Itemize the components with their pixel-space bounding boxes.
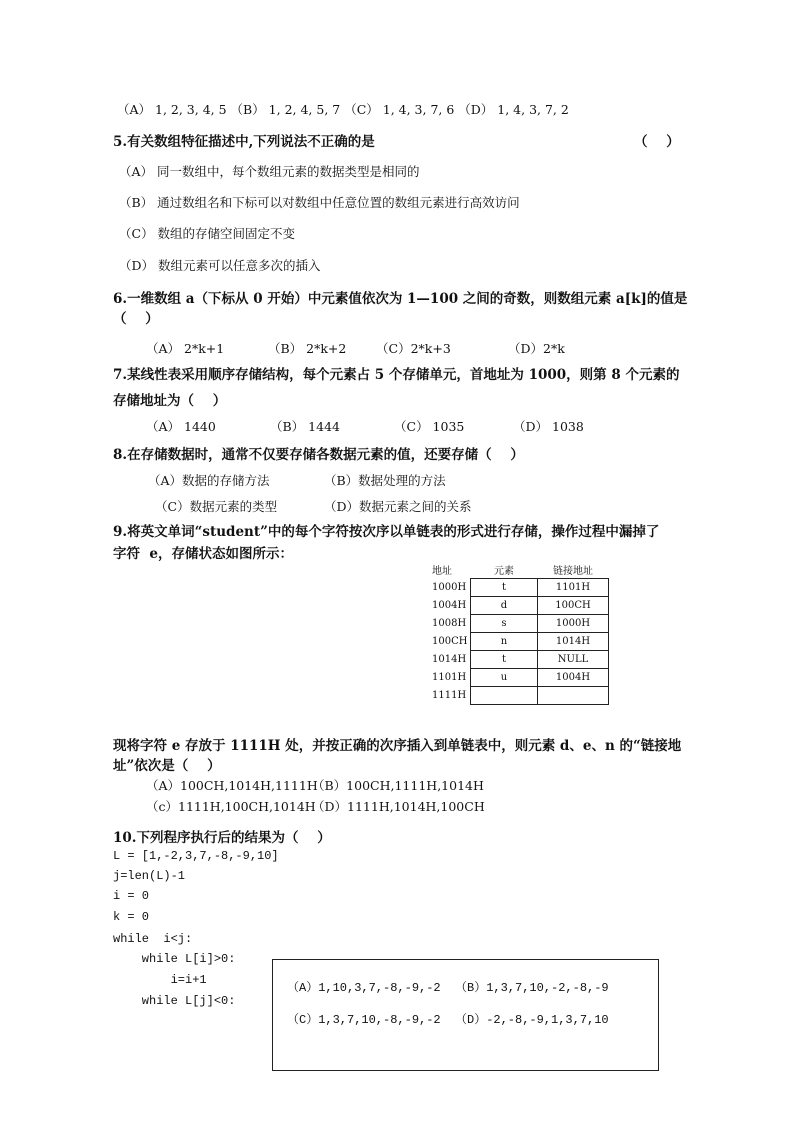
q8-option-b: （B）数据处理的方法	[324, 473, 446, 488]
row-address: 1004H	[432, 600, 467, 611]
header-link: 链接地址	[553, 566, 593, 577]
q9-follow-line2: 址”依次是（ ）	[113, 758, 221, 774]
code-line: k = 0	[113, 910, 150, 924]
table-row	[432, 651, 609, 669]
q5-option-a: （A） 同一数组中，每个数组元素的数据类型是相同的	[119, 164, 420, 179]
header-address: 地址	[432, 566, 452, 578]
row-element: d	[471, 597, 538, 615]
row-element: t	[471, 579, 538, 597]
row-address: 1008H	[432, 618, 467, 629]
row-link: 1101H	[538, 579, 609, 597]
code-line: i=i+1	[113, 973, 207, 987]
q10-options-box	[272, 959, 659, 1071]
q8-option-d: （D）数据元素之间的关系	[324, 499, 472, 514]
q5-option-d: （D） 数组元素可以任意多次的插入	[119, 258, 321, 273]
q8-option-a: （A）数据的存储方法	[148, 473, 270, 488]
table-row	[432, 687, 609, 705]
q6-option-b: （B） 2*k+2	[268, 341, 347, 356]
q5-stem: 5.有关数组特征描述中,下列说法不正确的是	[113, 134, 375, 150]
q9-option-d: （D）1111H,1014H,100CH	[312, 799, 485, 814]
q7-stem-line1: 7.某线性表采用顺序存储结构，每个元素占 5 个存储单元，首地址为 1000，则第 8 个元素的	[113, 367, 680, 383]
row-address: 1000H	[432, 582, 467, 593]
row-address: 1101H	[432, 672, 467, 683]
q9-option-c: （c）1111H,100CH,1014H	[146, 799, 316, 814]
q10-option-d: （D）-2,-8,-9,1,3,7,10	[455, 1013, 609, 1027]
q9-option-a: （A）100CH,1014H,1111H	[146, 778, 318, 793]
q9-option-b: （B）100CH,1111H,1014H	[312, 778, 484, 793]
row-address: 1014H	[432, 654, 467, 665]
code-line: while i<j:	[113, 932, 193, 946]
q7-option-a: （A） 1440	[146, 419, 216, 434]
table-row	[432, 615, 609, 633]
row-address: 1111H	[432, 690, 467, 701]
table-row	[432, 579, 609, 597]
header-element: 元素	[494, 566, 514, 577]
q5-answer-paren: （ ）	[634, 134, 680, 150]
q7-option-c: （C） 1035	[394, 419, 465, 434]
code-line: while L[j]<0:	[113, 994, 236, 1008]
row-link: 1014H	[538, 633, 609, 651]
row-link: NULL	[538, 651, 609, 669]
q8-stem: 8.在存储数据时，通常不仅要存储各数据元素的值，还要存储（ ）	[113, 447, 524, 463]
code-line: j=len(L)-1	[113, 869, 186, 883]
code-line: while L[i]>0:	[113, 952, 236, 966]
linked-list-table	[432, 561, 609, 705]
row-link: 1004H	[538, 669, 609, 687]
code-line: L = [1,-2,3,7,-8,-9,10]	[113, 849, 279, 863]
q6-option-c: （C）2*k+3	[376, 341, 451, 356]
q6-stem: 6.一维数组 a（下标从 0 开始）中元素值依次为 1—100 之间的奇数，则数组元素 a[k]的值是	[113, 291, 688, 307]
table-row	[432, 633, 609, 651]
q4-options: （A） 1, 2, 3, 4, 5 （B） 1, 2, 4, 5, 7 （C） 1, 4, 3, 7, 6 （D） 1, 4, 3, 7, 2	[117, 102, 569, 117]
q10-option-a: （A）1,10,3,7,-8,-9,-2	[287, 981, 441, 995]
row-element	[471, 687, 538, 705]
q6-option-d: （D）2*k	[508, 341, 565, 356]
row-address: 100CH	[432, 636, 468, 647]
q10-option-c: （C）1,3,7,10,-8,-9,-2	[287, 1013, 441, 1027]
row-link	[538, 687, 609, 705]
row-element: s	[471, 615, 538, 633]
row-element: t	[471, 651, 538, 669]
row-element: u	[471, 669, 538, 687]
q10-option-b: （B）1,3,7,10,-2,-8,-9	[455, 981, 609, 995]
q5-option-c: （C） 数组的存储空间固定不变	[119, 226, 296, 241]
table-header-row	[432, 561, 609, 579]
q10-stem: 10.下列程序执行后的结果为（ ）	[113, 830, 331, 846]
q7-option-b: （B） 1444	[270, 419, 340, 434]
code-line: i = 0	[113, 889, 150, 903]
q6-answer-paren: （ ）	[113, 311, 159, 327]
q8-option-c: （C）数据元素的类型	[155, 499, 278, 514]
q9-stem-line1: 9.将英文单词“student”中的每个字符按次序以单链表的形式进行存储，操作过程中漏掉了	[113, 524, 660, 540]
q7-stem-line2: 存储地址为（ ）	[113, 393, 227, 409]
row-link: 100CH	[538, 597, 609, 615]
q9-follow-line1: 现将字符 e 存放于 1111H 处，并按正确的次序插入到单链表中，则元素 d、e、n 的“链接地	[113, 738, 682, 754]
table-row	[432, 597, 609, 615]
row-link: 1000H	[538, 615, 609, 633]
table-row	[432, 669, 609, 687]
q5-option-b: （B） 通过数组名和下标可以对数组中任意位置的数组元素进行高效访问	[119, 195, 520, 210]
row-element: n	[471, 633, 538, 651]
q6-option-a: （A） 2*k+1	[146, 341, 225, 356]
q7-option-d: （D） 1038	[513, 419, 584, 434]
q9-stem-line2: 字符 e，存储状态如图所示：	[113, 546, 293, 562]
